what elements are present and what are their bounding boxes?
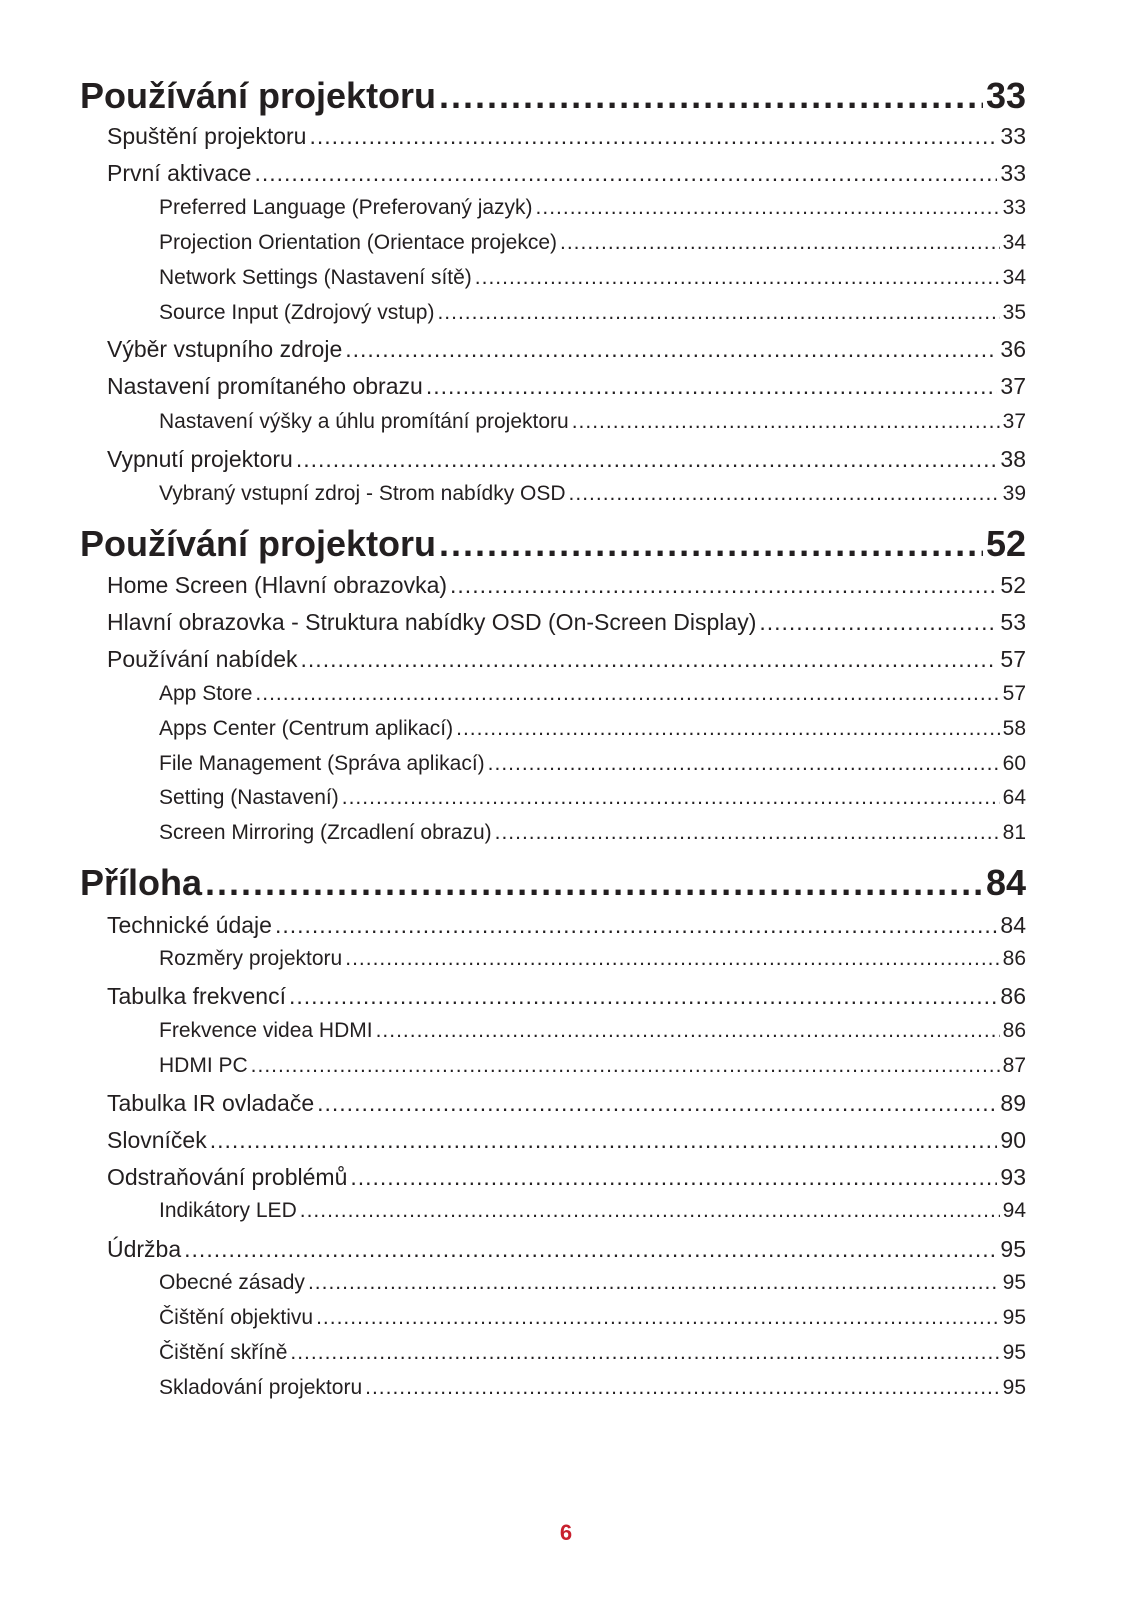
toc-dot-leader xyxy=(426,373,998,400)
toc-subsection-entry[interactable] xyxy=(159,1271,1026,1299)
toc-dot-leader xyxy=(290,1341,999,1365)
toc-dot-leader xyxy=(342,786,1000,810)
toc-dot-leader xyxy=(439,523,983,565)
toc-subsection-entry[interactable] xyxy=(159,410,1026,438)
toc-dot-leader xyxy=(350,1164,997,1191)
toc-entry-title: Skladování projektoru xyxy=(159,1376,363,1399)
toc-dot-leader xyxy=(308,1271,1000,1295)
toc-subsection-entry[interactable] xyxy=(159,1376,1026,1404)
toc-entry-page: 57 xyxy=(1000,646,1026,672)
toc-entry-title: Čištění skříně xyxy=(159,1341,288,1364)
toc-entry-page: 87 xyxy=(1002,1054,1026,1077)
toc-subsection-entry[interactable] xyxy=(159,266,1026,294)
toc-entry-title: Používání projektoru xyxy=(80,75,437,116)
toc-section-entry[interactable] xyxy=(107,1236,1026,1266)
toc-entry-page: 33 xyxy=(985,75,1026,116)
toc-dot-leader xyxy=(759,609,997,636)
toc-entry-title: Nastavení promítaného obrazu xyxy=(107,373,423,399)
toc-entry-page: 38 xyxy=(1000,446,1026,472)
toc-entry-title: Slovníček xyxy=(107,1127,207,1153)
toc-entry-title: Setting (Nastavení) xyxy=(159,786,339,809)
toc-entry-page: 90 xyxy=(1000,1127,1026,1153)
toc-entry-page: 95 xyxy=(1002,1306,1026,1329)
toc-dot-leader xyxy=(254,160,997,187)
toc-dot-leader xyxy=(184,1236,997,1263)
toc-dot-leader xyxy=(437,301,999,325)
toc-entry-title: Technické údaje xyxy=(107,912,272,938)
toc-entry-title: Údržba xyxy=(107,1236,182,1262)
toc-dot-leader xyxy=(317,1090,997,1117)
toc-entry-title: HDMI PC xyxy=(159,1054,248,1077)
toc-entry-page: 39 xyxy=(1002,482,1026,505)
toc-entry-title: První aktivace xyxy=(107,160,252,186)
toc-entry-title: Čištění objektivu xyxy=(159,1306,314,1329)
toc-entry-page: 95 xyxy=(1002,1341,1026,1364)
toc-subsection-entry[interactable] xyxy=(159,1054,1026,1082)
toc-section-entry[interactable] xyxy=(107,1127,1026,1157)
toc-entry-title: Source Input (Zdrojový vstup) xyxy=(159,301,435,324)
toc-section-entry[interactable] xyxy=(107,609,1026,639)
toc-entry-title: Screen Mirroring (Zrcadlení obrazu) xyxy=(159,821,492,844)
toc-entry-page: 33 xyxy=(1000,160,1026,186)
toc-entry-page: 53 xyxy=(1000,609,1026,635)
toc-entry-title: Tabulka frekvencí xyxy=(107,983,286,1009)
toc-entry-title: Používání nabídek xyxy=(107,646,298,672)
toc-subsection-entry[interactable] xyxy=(159,947,1026,975)
toc-dot-leader xyxy=(345,947,999,971)
toc-entry-page: 95 xyxy=(1002,1271,1026,1294)
toc-entry-title: Apps Center (Centrum aplikací) xyxy=(159,717,454,740)
toc-entry-page: 34 xyxy=(1002,231,1026,254)
toc-dot-leader xyxy=(345,336,997,363)
toc-entry-page: 33 xyxy=(1000,123,1026,149)
toc-dot-leader xyxy=(316,1306,1000,1330)
toc-dot-leader xyxy=(205,862,983,904)
toc-entry-title: Příloha xyxy=(80,862,203,903)
toc-entry-page: 58 xyxy=(1002,717,1026,740)
toc-entry-page: 94 xyxy=(1002,1199,1026,1222)
toc-subsection-entry[interactable] xyxy=(159,717,1026,745)
toc-dot-leader xyxy=(275,912,997,939)
toc-entry-title: Vypnutí projektoru xyxy=(107,446,293,472)
toc-entry-page: 81 xyxy=(1002,821,1026,844)
toc-dot-leader xyxy=(300,1199,1000,1223)
toc-section-entry[interactable] xyxy=(107,446,1026,476)
toc-dot-leader xyxy=(456,717,1000,741)
toc-dot-leader xyxy=(450,572,997,599)
toc-entry-page: 86 xyxy=(1002,947,1026,970)
toc-entry-page: 86 xyxy=(1000,983,1026,1009)
toc-dot-leader xyxy=(569,482,1000,506)
toc-entry-page: 36 xyxy=(1000,336,1026,362)
toc-dot-leader xyxy=(296,446,998,473)
toc-dot-leader xyxy=(289,983,997,1010)
toc-section-entry[interactable] xyxy=(107,983,1026,1013)
toc-entry-title: Network Settings (Nastavení sítě) xyxy=(159,266,472,289)
toc-entry-title: File Management (Správa aplikací) xyxy=(159,752,485,775)
toc-subsection-entry[interactable] xyxy=(159,196,1026,224)
toc-section-entry[interactable] xyxy=(107,646,1026,676)
toc-subsection-entry[interactable] xyxy=(159,1019,1026,1047)
toc-dot-leader xyxy=(301,646,998,673)
toc-section-entry[interactable] xyxy=(107,912,1026,942)
toc-section-entry[interactable] xyxy=(107,160,1026,190)
toc-entry-title: Tabulka IR ovladače xyxy=(107,1090,315,1116)
toc-entry-page: 95 xyxy=(1002,1376,1026,1399)
toc-entry-page: 35 xyxy=(1002,301,1026,324)
toc-entry-title: Hlavní obrazovka - Struktura nabídky OSD (On-Screen Display) xyxy=(107,609,757,635)
toc-section-entry[interactable] xyxy=(107,1090,1026,1120)
toc-entry-page: 64 xyxy=(1002,786,1026,809)
toc-subsection-entry[interactable] xyxy=(159,231,1026,259)
toc-subsection-entry[interactable] xyxy=(159,1341,1026,1369)
toc-dot-leader xyxy=(536,196,1000,220)
toc-entry-title: Projection Orientation (Orientace projekce) xyxy=(159,231,558,254)
toc-chapter-entry[interactable] xyxy=(80,523,1026,567)
toc-subsection-entry[interactable] xyxy=(159,821,1026,849)
toc-section-entry[interactable] xyxy=(107,373,1026,403)
toc-subsection-entry[interactable] xyxy=(159,752,1026,780)
toc-entry-page: 89 xyxy=(1000,1090,1026,1116)
toc-entry-title: Spuštění projektoru xyxy=(107,123,307,149)
toc-dot-leader xyxy=(210,1127,998,1154)
toc-subsection-entry[interactable] xyxy=(159,682,1026,710)
toc-dot-leader xyxy=(572,410,1000,434)
toc-entry-title: Nastavení výšky a úhlu promítání projektoru xyxy=(159,410,569,433)
toc-entry-page: 34 xyxy=(1002,266,1026,289)
toc-entry-title: Indikátory LED xyxy=(159,1199,297,1222)
toc-entry-page: 57 xyxy=(1002,682,1026,705)
toc-dot-leader xyxy=(488,752,1000,776)
toc-entry-page: 37 xyxy=(1002,410,1026,433)
toc-dot-leader xyxy=(439,75,983,117)
toc-dot-leader xyxy=(475,266,1000,290)
toc-entry-title: Vybraný vstupní zdroj - Strom nabídky OSD xyxy=(159,482,566,505)
toc-subsection-entry[interactable] xyxy=(159,301,1026,329)
page-number: 6 xyxy=(559,1520,573,1545)
toc-dot-leader xyxy=(560,231,1000,255)
toc-section-entry[interactable] xyxy=(107,336,1026,366)
toc-chapter-entry[interactable] xyxy=(80,862,1026,906)
toc-entry-page: 84 xyxy=(1000,912,1026,938)
toc-subsection-entry[interactable] xyxy=(159,1199,1026,1227)
toc-subsection-entry[interactable] xyxy=(159,1306,1026,1334)
toc-entry-page: 37 xyxy=(1000,373,1026,399)
toc-entry-page: 33 xyxy=(1002,196,1026,219)
toc-subsection-entry[interactable] xyxy=(159,786,1026,814)
toc-entry-title: Používání projektoru xyxy=(80,523,437,564)
toc-dot-leader xyxy=(309,123,997,150)
toc-dot-leader xyxy=(376,1019,1000,1043)
toc-section-entry[interactable] xyxy=(107,123,1026,153)
toc-entry-page: 93 xyxy=(1000,1164,1026,1190)
toc-entry-title: Preferred Language (Preferovaný jazyk) xyxy=(159,196,533,219)
toc-entry-title: App Store xyxy=(159,682,253,705)
toc-section-entry[interactable] xyxy=(107,1164,1026,1194)
toc-entry-title: Obecné zásady xyxy=(159,1271,305,1294)
toc-entry-page: 95 xyxy=(1000,1236,1026,1262)
toc-dot-leader xyxy=(495,821,1000,845)
toc-dot-leader xyxy=(365,1376,1000,1400)
toc-section-entry[interactable] xyxy=(107,572,1026,602)
toc-entry-title: Odstraňování problémů xyxy=(107,1164,348,1190)
toc-entry-title: Home Screen (Hlavní obrazovka) xyxy=(107,572,448,598)
toc-subsection-entry[interactable] xyxy=(159,482,1026,510)
toc-entry-title: Výběr vstupního zdroje xyxy=(107,336,343,362)
toc-entry-page: 52 xyxy=(1000,572,1026,598)
toc-entry-title: Frekvence videa HDMI xyxy=(159,1019,373,1042)
toc-dot-leader xyxy=(255,682,999,706)
toc-dot-leader xyxy=(251,1054,1000,1078)
toc-entry-page: 84 xyxy=(985,862,1026,903)
toc-entry-title: Rozměry projektoru xyxy=(159,947,343,970)
toc-entry-page: 86 xyxy=(1002,1019,1026,1042)
toc-entry-page: 52 xyxy=(985,523,1026,564)
toc-entry-page: 60 xyxy=(1002,752,1026,775)
toc-chapter-entry[interactable] xyxy=(80,75,1026,119)
